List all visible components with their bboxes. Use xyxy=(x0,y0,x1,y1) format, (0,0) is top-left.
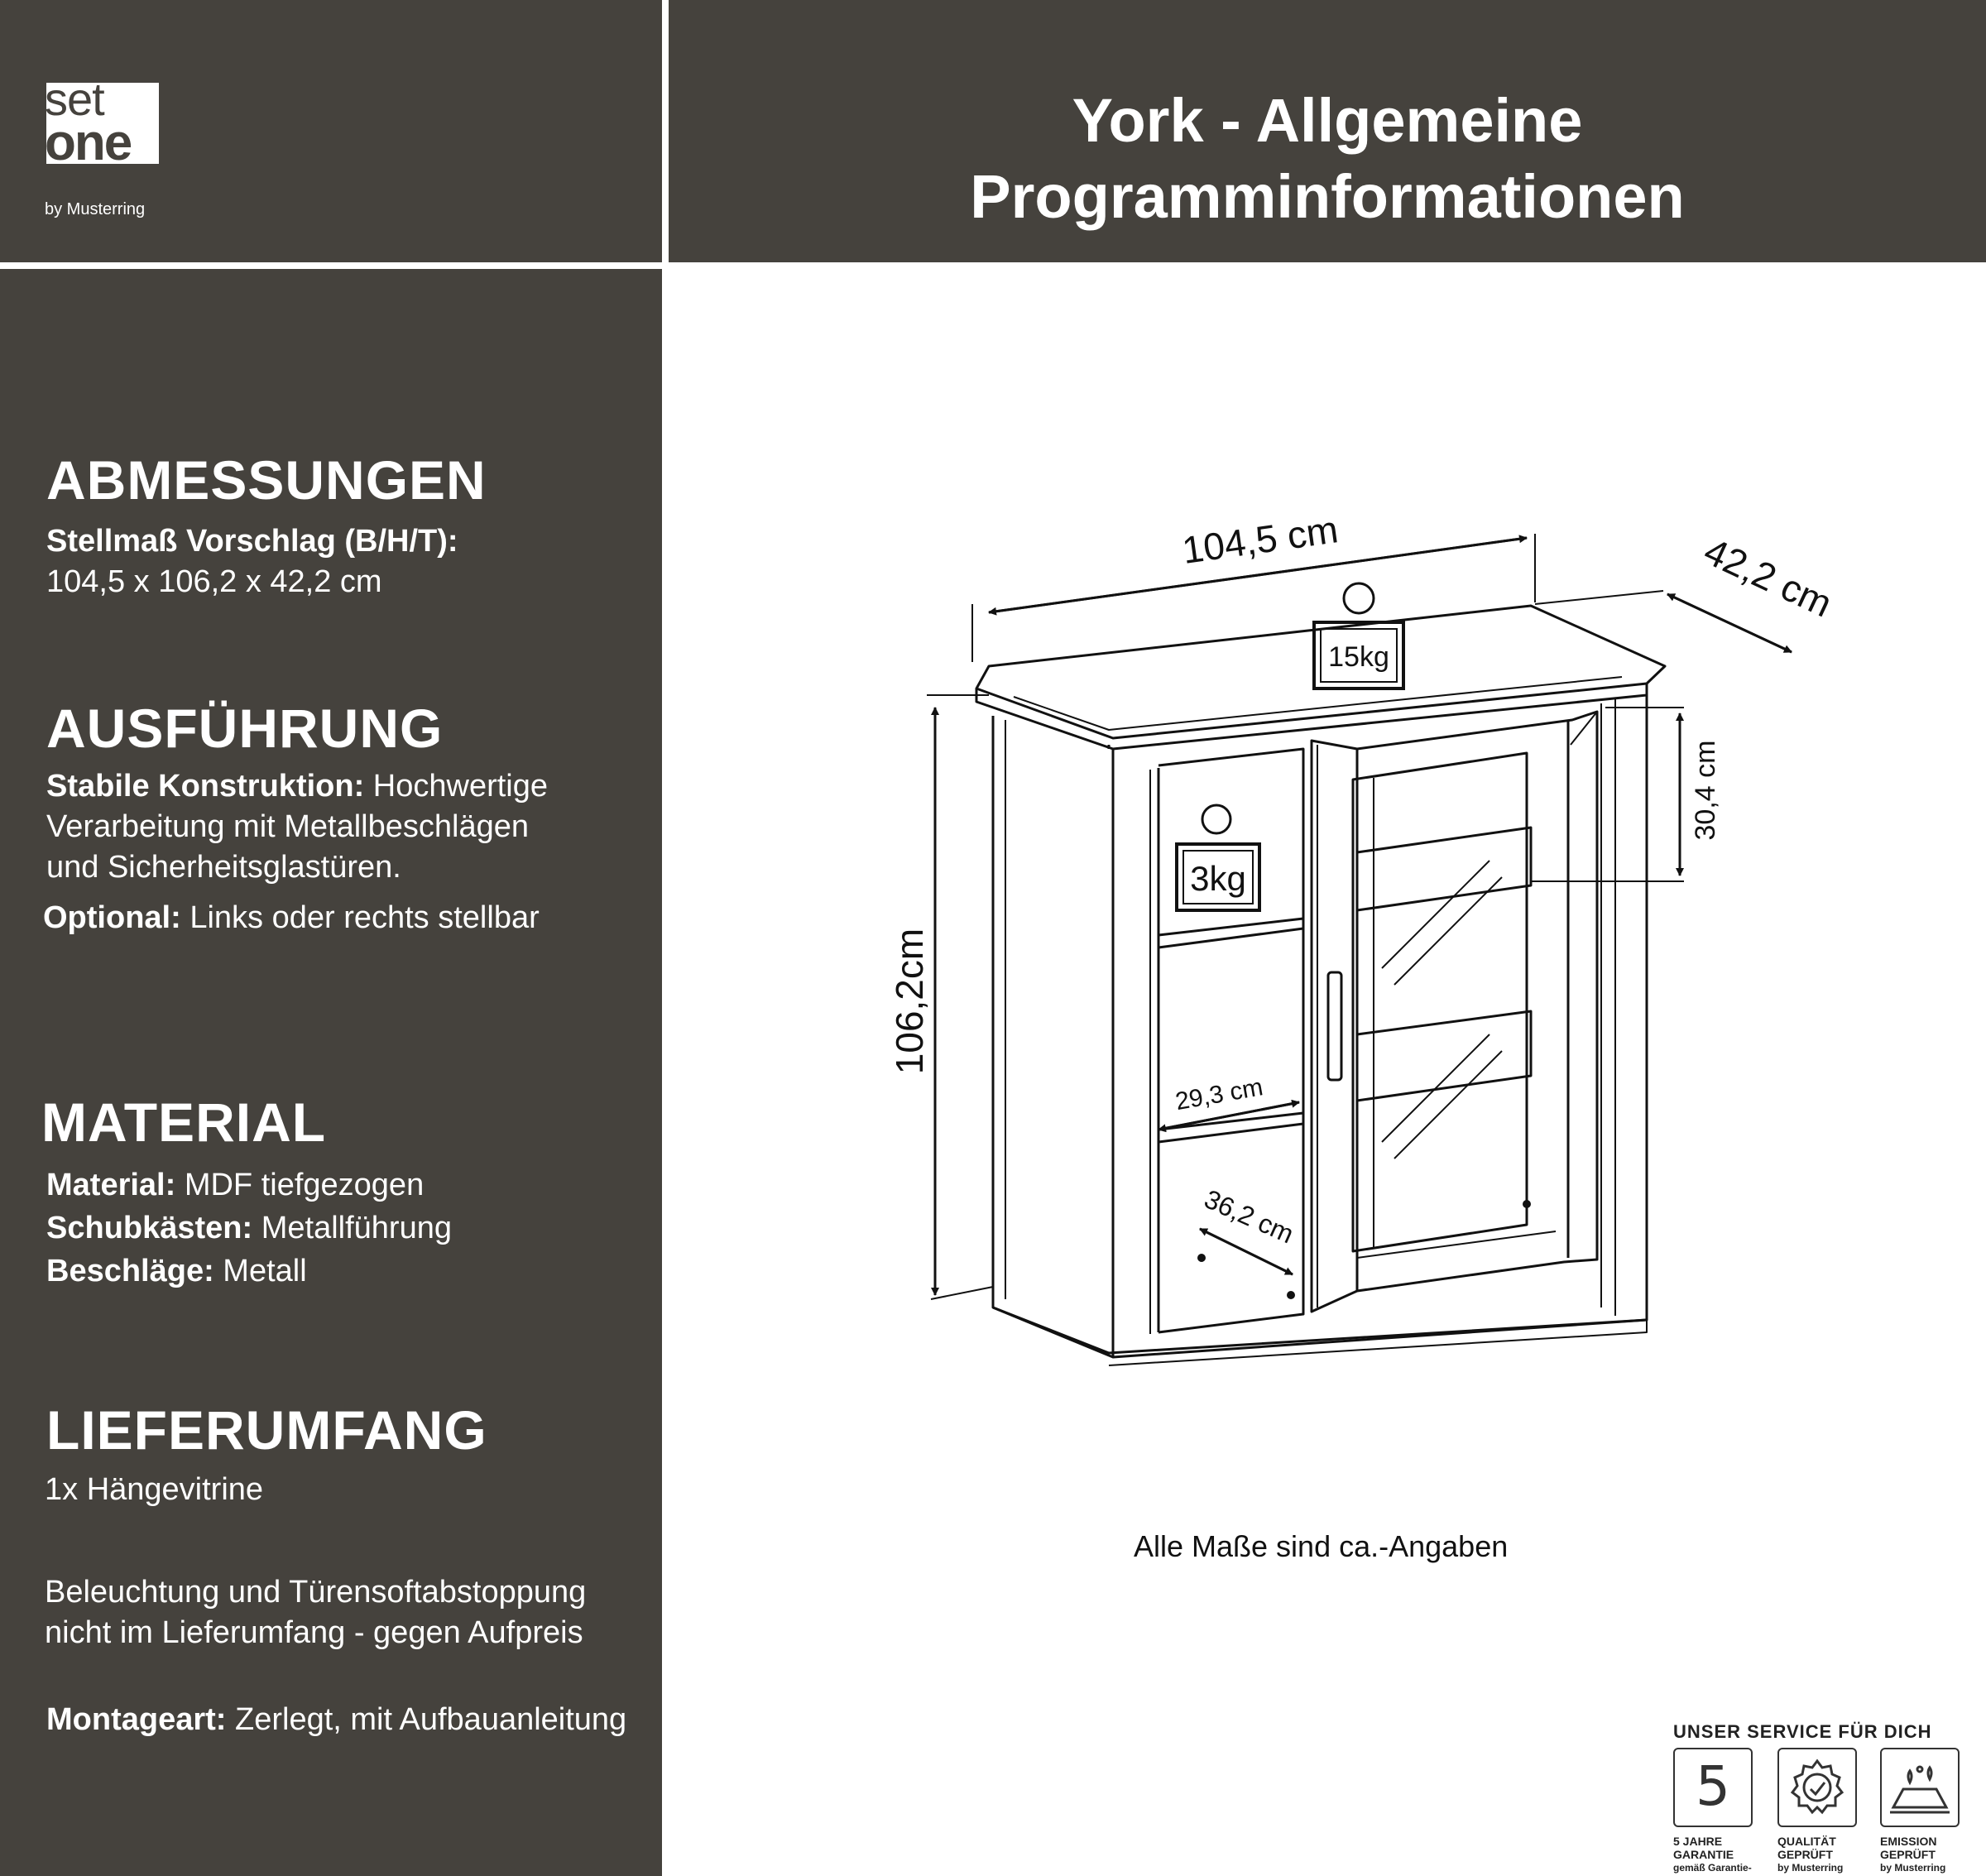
quality-seal-icon xyxy=(1779,1749,1855,1826)
footnote: Alle Maße sind ca.-Angaben xyxy=(1134,1529,1509,1563)
logo-set-text: set xyxy=(45,73,104,125)
lieferumfang-item: 1x Hängevitrine xyxy=(45,1472,264,1507)
inner-depth-label: 36,2 cm xyxy=(1200,1183,1298,1250)
warranty-caption xyxy=(1673,1835,1752,1874)
heading-lieferumfang: LIEFERUMFANG xyxy=(46,1399,487,1461)
material-value: MDF tiefgezogen xyxy=(175,1168,425,1202)
cabinet-body xyxy=(993,695,1647,1357)
left-shelf-upper xyxy=(1158,919,1303,948)
lieferumfang-note-line1: Beleuchtung und Türensoftabstoppung xyxy=(45,1575,587,1610)
emission-icon xyxy=(1882,1749,1958,1826)
height-label: 106,2cm xyxy=(888,928,931,1075)
emission-caption-1: EMISSION xyxy=(1880,1835,1937,1848)
quality-badge xyxy=(1777,1748,1857,1827)
page-title-line2: Programminformationen xyxy=(970,162,1685,231)
beschlaege-label: Beschläge: xyxy=(46,1254,214,1288)
depth-label: 42,2 cm xyxy=(1697,529,1839,626)
ausfuehrung-text-b: Verarbeitung mit Metallbeschlägen xyxy=(46,809,530,844)
quality-caption-2: GEPRÜFT xyxy=(1777,1848,1833,1861)
material-label: Material: xyxy=(46,1168,176,1202)
warranty-caption-3: gemäß Garantie- xyxy=(1673,1862,1752,1874)
abmessungen-value: 104,5 x 106,2 x 42,2 cm xyxy=(46,564,382,599)
emission-caption-2: GEPRÜFT xyxy=(1880,1848,1936,1861)
lieferumfang-note-line2: nicht im Lieferumfang - gegen Aufpreis xyxy=(45,1615,583,1650)
emission-badge xyxy=(1880,1748,1960,1827)
heading-abmessungen: ABMESSUNGEN xyxy=(46,449,487,511)
width-label: 104,5 cm xyxy=(1179,507,1341,573)
ausfuehrung-text-a: Hochwertige xyxy=(364,769,548,804)
left-shelf-lower xyxy=(1158,1113,1303,1142)
shelf-load-label: 3kg xyxy=(1190,859,1246,898)
beschlaege-value: Metall xyxy=(213,1254,307,1288)
schubkaesten-value: Metallführung xyxy=(252,1211,452,1245)
warranty-caption-2: GARANTIE xyxy=(1673,1848,1734,1861)
montage-label: Montageart: xyxy=(46,1702,227,1737)
ausfuehrung-text-c: und Sicherheitsglastüren. xyxy=(46,850,401,885)
glass-door xyxy=(1312,712,1597,1312)
ausfuehrung-label: Stabile Konstruktion: xyxy=(46,769,365,804)
optional-label: Optional: xyxy=(43,900,181,935)
quality-caption xyxy=(1777,1835,1843,1874)
heading-ausfuehrung: AUSFÜHRUNG xyxy=(46,698,444,759)
warranty-badge xyxy=(1673,1748,1753,1827)
quality-caption-1: QUALITÄT xyxy=(1777,1835,1836,1848)
quality-caption-3: by Musterring xyxy=(1777,1862,1844,1874)
inner-width-label: 29,3 cm xyxy=(1173,1073,1265,1116)
service-title: UNSER SERVICE FÜR DICH xyxy=(1673,1721,1932,1742)
heading-material: MATERIAL xyxy=(41,1092,327,1153)
warranty-caption-1: 5 JAHRE xyxy=(1673,1835,1723,1848)
abmessungen-label: Stellmaß Vorschlag (B/H/T): xyxy=(46,524,458,559)
shelf-gap-label: 30,4 cm xyxy=(1690,740,1721,841)
optional-value: Links oder rechts stellbar xyxy=(180,900,540,935)
warranty-five-icon: 5 xyxy=(1696,1754,1730,1818)
montage-value: Zerlegt, mit Aufbauanleitung xyxy=(226,1702,627,1737)
emission-caption-3: by Musterring xyxy=(1880,1862,1946,1874)
page-title-line1: York - Allgemeine xyxy=(1072,86,1583,155)
top-load-label: 15kg xyxy=(1328,641,1389,673)
logo-byline: by Musterring xyxy=(45,200,146,218)
emission-caption xyxy=(1880,1835,1945,1874)
logo-one-text: one xyxy=(45,114,132,171)
door-handle xyxy=(1328,972,1341,1080)
schubkaesten-label: Schubkästen: xyxy=(46,1211,253,1245)
